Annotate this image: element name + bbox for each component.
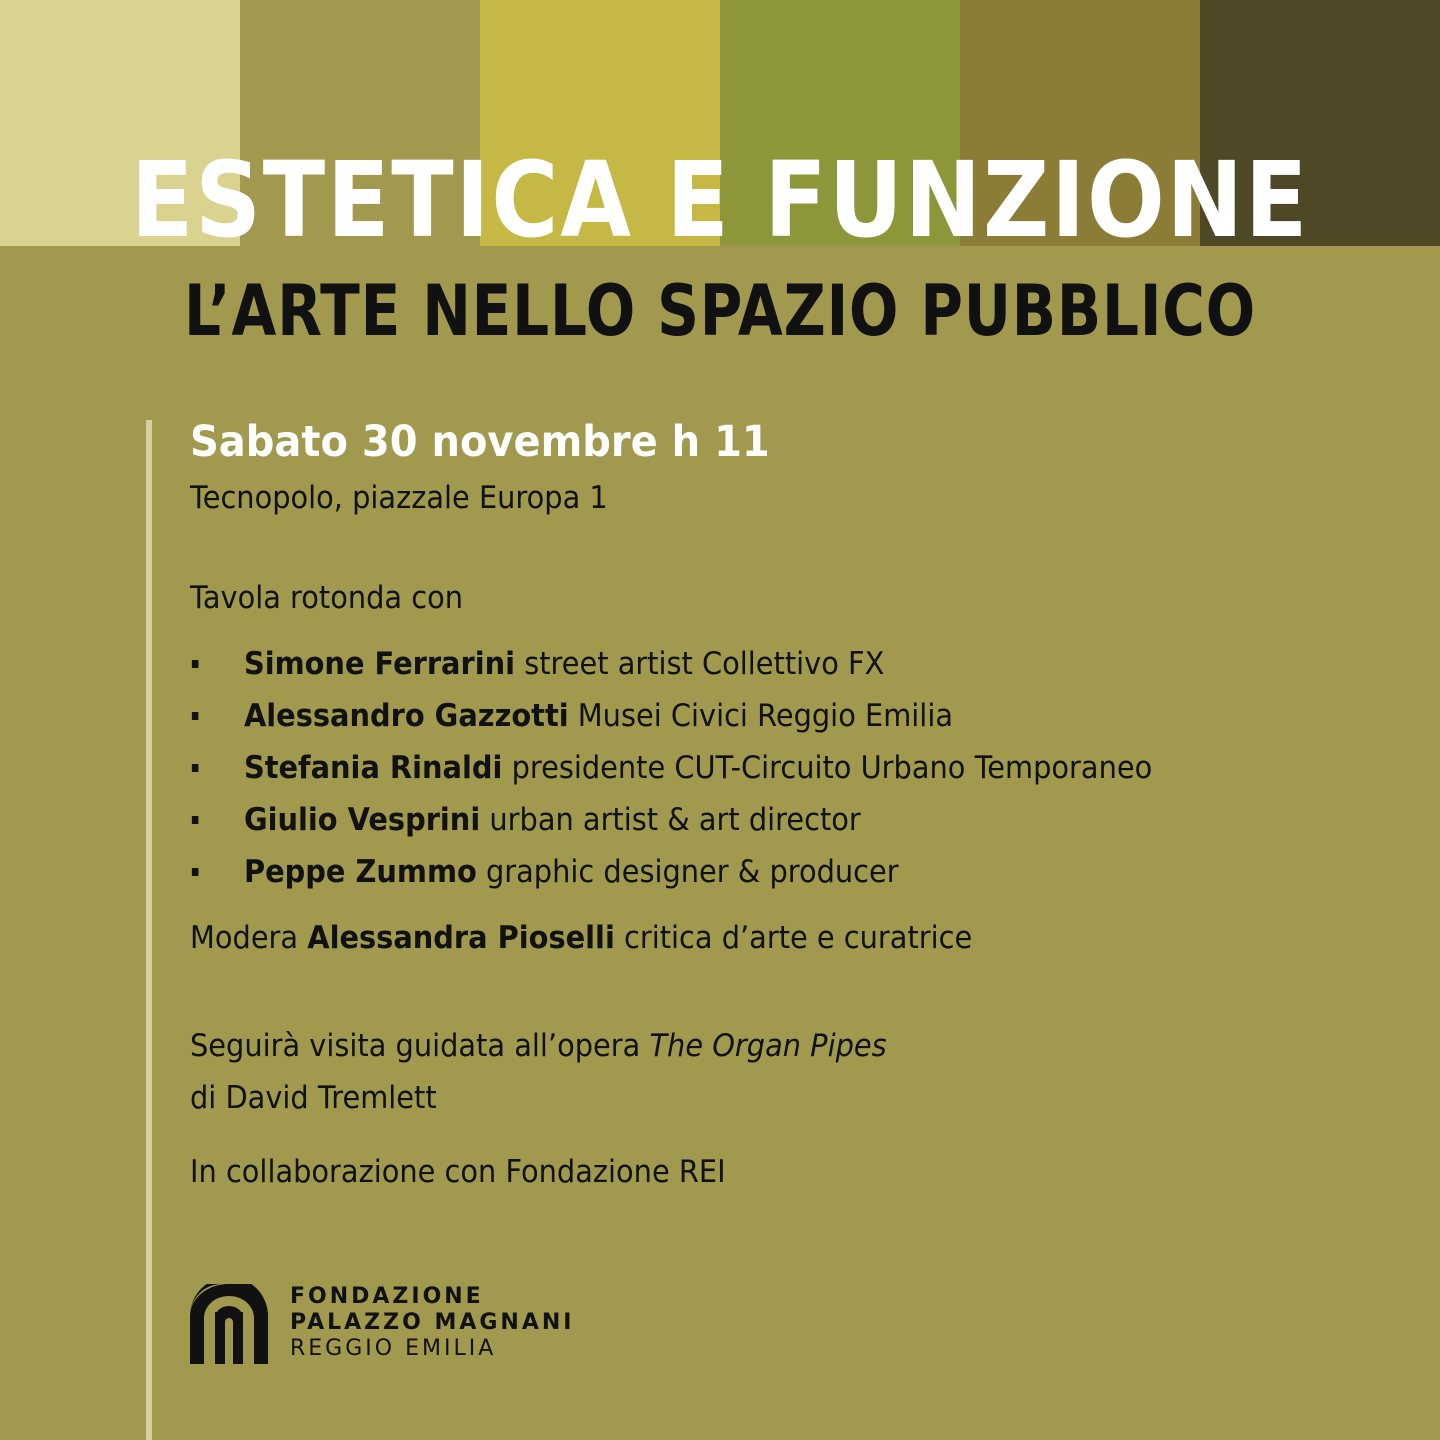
event-date: Sabato 30 novembre h 11 [190, 417, 770, 467]
panelist-list [190, 638, 1420, 898]
moderator-prefix: Modera [190, 920, 299, 956]
panelist-name: Stefania Rinaldi [243, 750, 503, 786]
panelist-role: street artist Collettivo FX [524, 646, 885, 682]
bullet-icon [192, 816, 199, 824]
logo-line-2: PALAZZO MAGNANI [290, 1310, 575, 1335]
panelist-name: Alessandro Gazzotti [243, 698, 569, 734]
bullet-icon [192, 868, 199, 876]
moderator-name: Alessandra Pioselli [307, 920, 615, 956]
panelist-role: graphic designer & producer [485, 854, 899, 890]
panelist-name: Giulio Vesprini [243, 802, 481, 838]
vertical-divider [146, 420, 152, 1440]
list-item [190, 794, 1334, 846]
bullet-icon [192, 764, 199, 772]
visit-note [190, 1020, 1334, 1124]
moderator-role: critica d’arte e curatrice [624, 920, 973, 956]
moderator-line [190, 916, 1334, 960]
foundation-logo [190, 1284, 574, 1364]
visit-text: Seguirà visita guidata all’opera [190, 1028, 641, 1064]
logo-wordmark [290, 1284, 574, 1362]
event-details [190, 414, 1420, 1194]
artwork-artist: di David Tremlett [190, 1080, 437, 1116]
collaboration-note: In collaborazione con Fondazione REI [190, 1154, 726, 1190]
list-item [190, 690, 1334, 742]
bullet-icon [192, 660, 199, 668]
artwork-title: The Organ Pipes [649, 1028, 887, 1064]
page-subtitle: L’ARTE NELLO SPAZIO PUBBLICO [184, 270, 1256, 352]
list-item [190, 638, 1334, 690]
logo-line-3: REGGIO EMILIA [290, 1336, 497, 1361]
panelist-role: Musei Civici Reggio Emilia [577, 698, 954, 734]
panel-intro: Tavola rotonda con [190, 580, 464, 616]
list-item [190, 742, 1334, 794]
magnani-m-logo-icon [190, 1284, 268, 1364]
panelist-role: presidente CUT-Circuito Urbano Temporaneo [511, 750, 1153, 786]
logo-line-1: FONDAZIONE [290, 1284, 484, 1309]
panelist-name: Peppe Zummo [243, 854, 477, 890]
panelist-role: urban artist & art director [489, 802, 861, 838]
event-venue: Tecnopolo, piazzale Europa 1 [190, 480, 608, 516]
panelist-name: Simone Ferrarini [243, 646, 516, 682]
bullet-icon [192, 712, 199, 720]
list-item [190, 846, 1334, 898]
page-title: ESTETICA E FUNZIONE [130, 139, 1310, 261]
